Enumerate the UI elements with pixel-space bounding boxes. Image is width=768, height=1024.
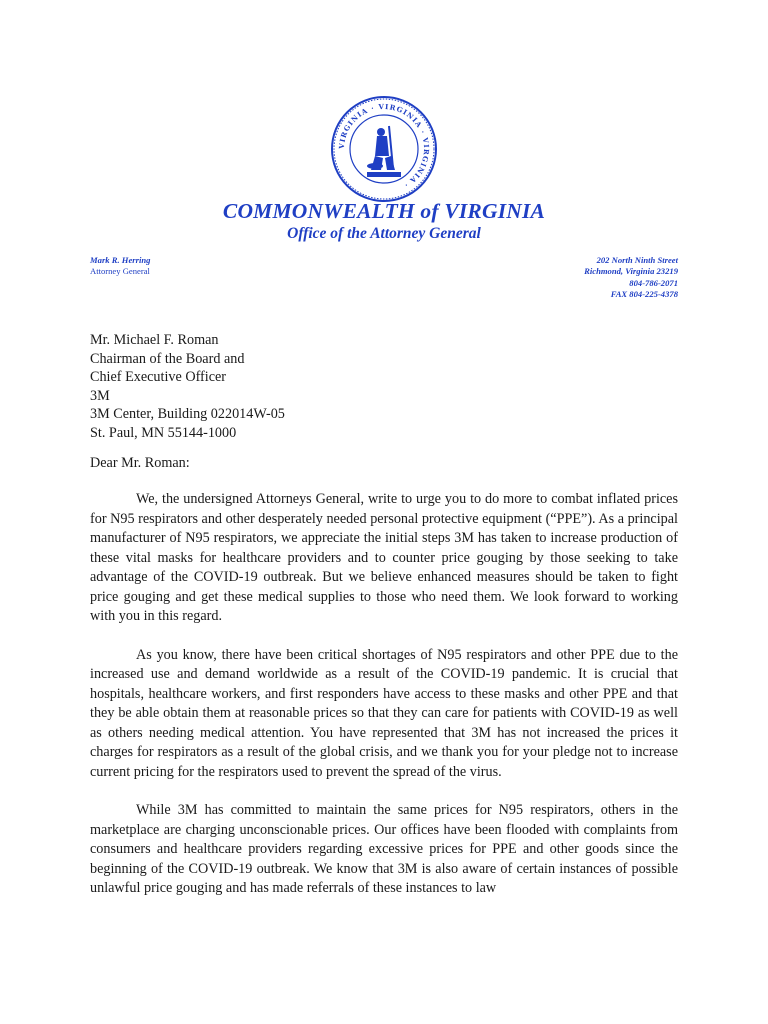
sender-block: [90, 255, 150, 278]
paragraph: We, the undersigned Attorneys General, write to urge you to do more to combat inflated prices for N95 respirators and other desperately needed personal protective equipment (“PPE”). As a principal manufacturer of N95 respirators, we appreciate the initial steps 3M has taken to increase production of these vital masks for healthcare providers and to counter price gouging by those seeking to take advantage of the COVID-19 outbreak. But we believe enhanced measures should be taken to fight price gouging and get these medical supplies to those who need them. We look forward to working with you in this regard.: [90, 491, 678, 624]
paragraph: While 3M has committed to maintain the same prices for N95 respirators, others in the marketplace are charging unconscionable prices. Our offices have been flooded with complaints from consumers and healthcare providers regarding excessive prices for PPE and other goods since the beginning of the COVID-19 outbreak. We know that 3M is also aware of certain instances of possible unlawful price gouging and has made referrals of these instances to law: [90, 802, 678, 896]
office-phone: 804-786-2071: [629, 277, 678, 288]
letter-body: [90, 490, 678, 918]
sender-name: Mark R. Herring: [90, 255, 151, 265]
office-fax: FAX 804-225-4378: [610, 288, 678, 299]
office-city: Richmond, Virginia 23219: [584, 266, 678, 277]
letterhead-subtitle: Office of the Attorney General: [287, 225, 481, 242]
recipient-title-2: Chief Executive Officer: [90, 369, 227, 385]
salutation: Dear Mr. Roman:: [90, 455, 190, 471]
recipient-name: Mr. Michael F. Roman: [90, 332, 219, 348]
recipient-street: 3M Center, Building 022014W-05: [90, 406, 285, 422]
virginia-seal-icon: [331, 96, 437, 202]
sender-role: Attorney General: [90, 266, 150, 277]
recipient-address: [90, 331, 285, 442]
paragraph: As you know, there have been critical shortages of N95 respirators and other PPE due to the increased use and demand worldwide as a result of the COVID-19 pandemic. It is crucial that hospitals, healthcare workers, and first responders have access to these masks and other PPE and that they be able obtain them at reasonable prices so that they can care for patients with COVID-19 as well as others needing medical attention. You have represented that 3M has not increased the prices it charges for respirators as a result of the global crisis, and we thank you for your pledge not to increase current pricing for the respirators used to prevent the spread of the virus.: [90, 646, 678, 780]
office-address-block: [584, 255, 678, 300]
letterhead-title: COMMONWEALTH of VIRGINIA: [222, 199, 546, 223]
svg-text:VIRGINIA · VIRGINIA · VIRGINIA: VIRGINIA · VIRGINIA · VIRGINIA ·: [336, 101, 432, 191]
recipient-company: 3M: [90, 387, 110, 404]
office-street: 202 North Ninth Street: [596, 255, 678, 265]
recipient-title-1: Chairman of the Board and: [90, 350, 245, 367]
recipient-city: St. Paul, MN 55144-1000: [90, 424, 237, 441]
